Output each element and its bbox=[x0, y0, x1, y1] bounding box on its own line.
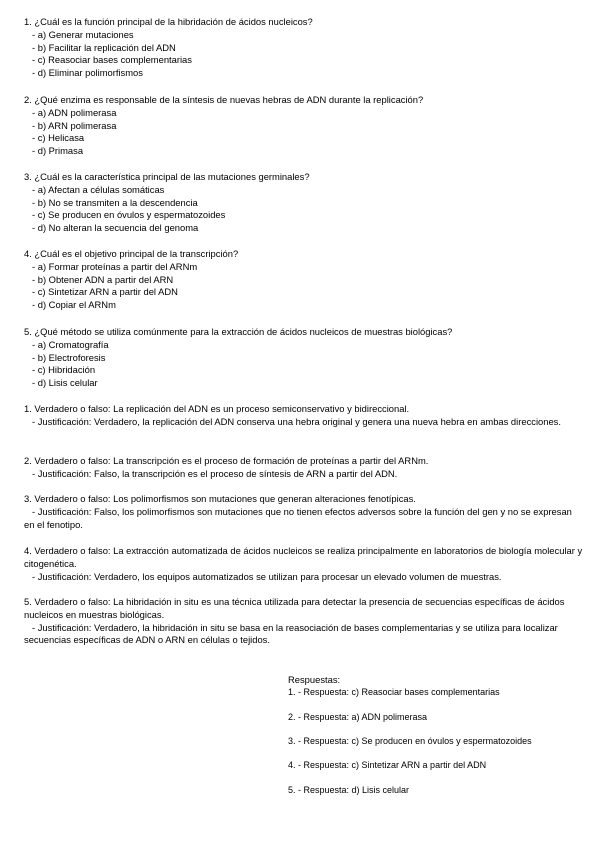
option: - b) Obtener ADN a partir del ARN bbox=[32, 273, 174, 285]
justification-text: - Justificación: Verdadero, los equipos automatizados se utilizan para procesar un elevado volumen de muestras. bbox=[32, 570, 502, 582]
option: - c) Hibridación bbox=[32, 364, 96, 376]
option: - a) Afectan a células somáticas bbox=[32, 183, 165, 195]
justification-text: - Justificación: Falso, los polimorfismos son mutaciones que no tienen efectos adversos sobre la función del gen y no se expresan en el fenotipo. bbox=[24, 505, 572, 530]
justification-text: - Justificación: Falso, la transcripción es el proceso de síntesis de ARN a partir del ADN. bbox=[32, 467, 398, 479]
statement-text: 1. Verdadero o falso: La replicación del ADN es un proceso semiconservativo y bidireccional. bbox=[24, 403, 410, 414]
justification-text: - Justificación: Verdadero, la hibridación in situ se basa en la reasociación de bases complementarias y se utiliza para localizar secuencias específicas de ADN o ARN en células o tejidos. bbox=[24, 621, 558, 646]
true-false-block bbox=[24, 403, 584, 429]
question-block bbox=[24, 326, 589, 390]
option: - d) Copiar el ARNm bbox=[32, 299, 116, 311]
question-block bbox=[24, 94, 589, 158]
answer-item: 1. - Respuesta: c) Reasociar bases complementarias bbox=[288, 687, 500, 697]
option: - d) Lisis celular bbox=[32, 377, 98, 389]
justification-text: - Justificación: Verdadero, la replicación del ADN conserva una hebra original y genera una nueva hebra en ambas direcciones. bbox=[32, 415, 561, 427]
question-text: 3. ¿Cuál es la característica principal de las mutaciones germinales? bbox=[24, 171, 310, 182]
option: - a) Formar proteínas a partir del ARNm bbox=[32, 260, 198, 272]
true-false-block bbox=[24, 596, 584, 647]
question-text: 4. ¿Cuál es el objetivo principal de la transcripción? bbox=[24, 248, 239, 259]
true-false-block bbox=[24, 545, 584, 583]
option: - b) Facilitar la replicación del ADN bbox=[32, 41, 176, 53]
answer-item: 3. - Respuesta: c) Se producen en óvulos y espermatozoides bbox=[288, 736, 532, 746]
option: - a) ADN polimerasa bbox=[32, 106, 117, 118]
statement-text: 5. Verdadero o falso: La hibridación in situ es una técnica utilizada para detectar la presencia de secuencias específicas de ácidos nucleicos en muestras biológicas. bbox=[24, 596, 565, 620]
option: - c) Reasociar bases complementarias bbox=[32, 54, 192, 66]
answer-item: 4. - Respuesta: c) Sintetizar ARN a partir del ADN bbox=[288, 760, 487, 770]
answer-item: 5. - Respuesta: d) Lisis celular bbox=[288, 785, 410, 795]
option: - d) Primasa bbox=[32, 145, 84, 157]
option: - a) Generar mutaciones bbox=[32, 28, 134, 40]
statement-text: 3. Verdadero o falso: Los polimorfismos son mutaciones que generan alteraciones fenotípicas. bbox=[24, 493, 416, 504]
question-block bbox=[24, 248, 589, 312]
question-text: 5. ¿Qué método se utiliza comúnmente para la extracción de ácidos nucleicos de muestras biológicas? bbox=[24, 326, 453, 337]
option: - b) Electroforesis bbox=[32, 351, 106, 363]
option: - a) Cromatografía bbox=[32, 338, 109, 350]
option: - c) Se producen en óvulos y espermatozoides bbox=[32, 209, 226, 221]
answers-header: Respuestas: bbox=[288, 674, 341, 685]
statement-text: 2. Verdadero o falso: La transcripción es el proceso de formación de proteínas a partir del ARNm. bbox=[24, 455, 429, 466]
option: - b) ARN polimerasa bbox=[32, 119, 117, 131]
option: - d) No alteran la secuencia del genoma bbox=[32, 222, 199, 234]
option: - d) Eliminar polimorfismos bbox=[32, 67, 143, 79]
question-text: 2. ¿Qué enzima es responsable de la síntesis de nuevas hebras de ADN durante la replicación? bbox=[24, 94, 424, 105]
option: - b) No se transmiten a la descendencia bbox=[32, 196, 198, 208]
answer-item: 2. - Respuesta: a) ADN polimerasa bbox=[288, 712, 428, 722]
true-false-block bbox=[24, 455, 584, 481]
answers-section bbox=[288, 674, 588, 795]
question-text: 1. ¿Cuál es la función principal de la hibridación de ácidos nucleicos? bbox=[24, 16, 313, 27]
question-block bbox=[24, 171, 589, 235]
option: - c) Helicasa bbox=[32, 132, 85, 144]
true-false-block bbox=[24, 493, 584, 531]
question-block bbox=[24, 16, 589, 80]
statement-text: 4. Verdadero o falso: La extracción automatizada de ácidos nucleicos se realiza principalmente en laboratorios de biología molecular y citogenética. bbox=[24, 545, 583, 569]
option: - c) Sintetizar ARN a partir del ADN bbox=[32, 286, 178, 298]
